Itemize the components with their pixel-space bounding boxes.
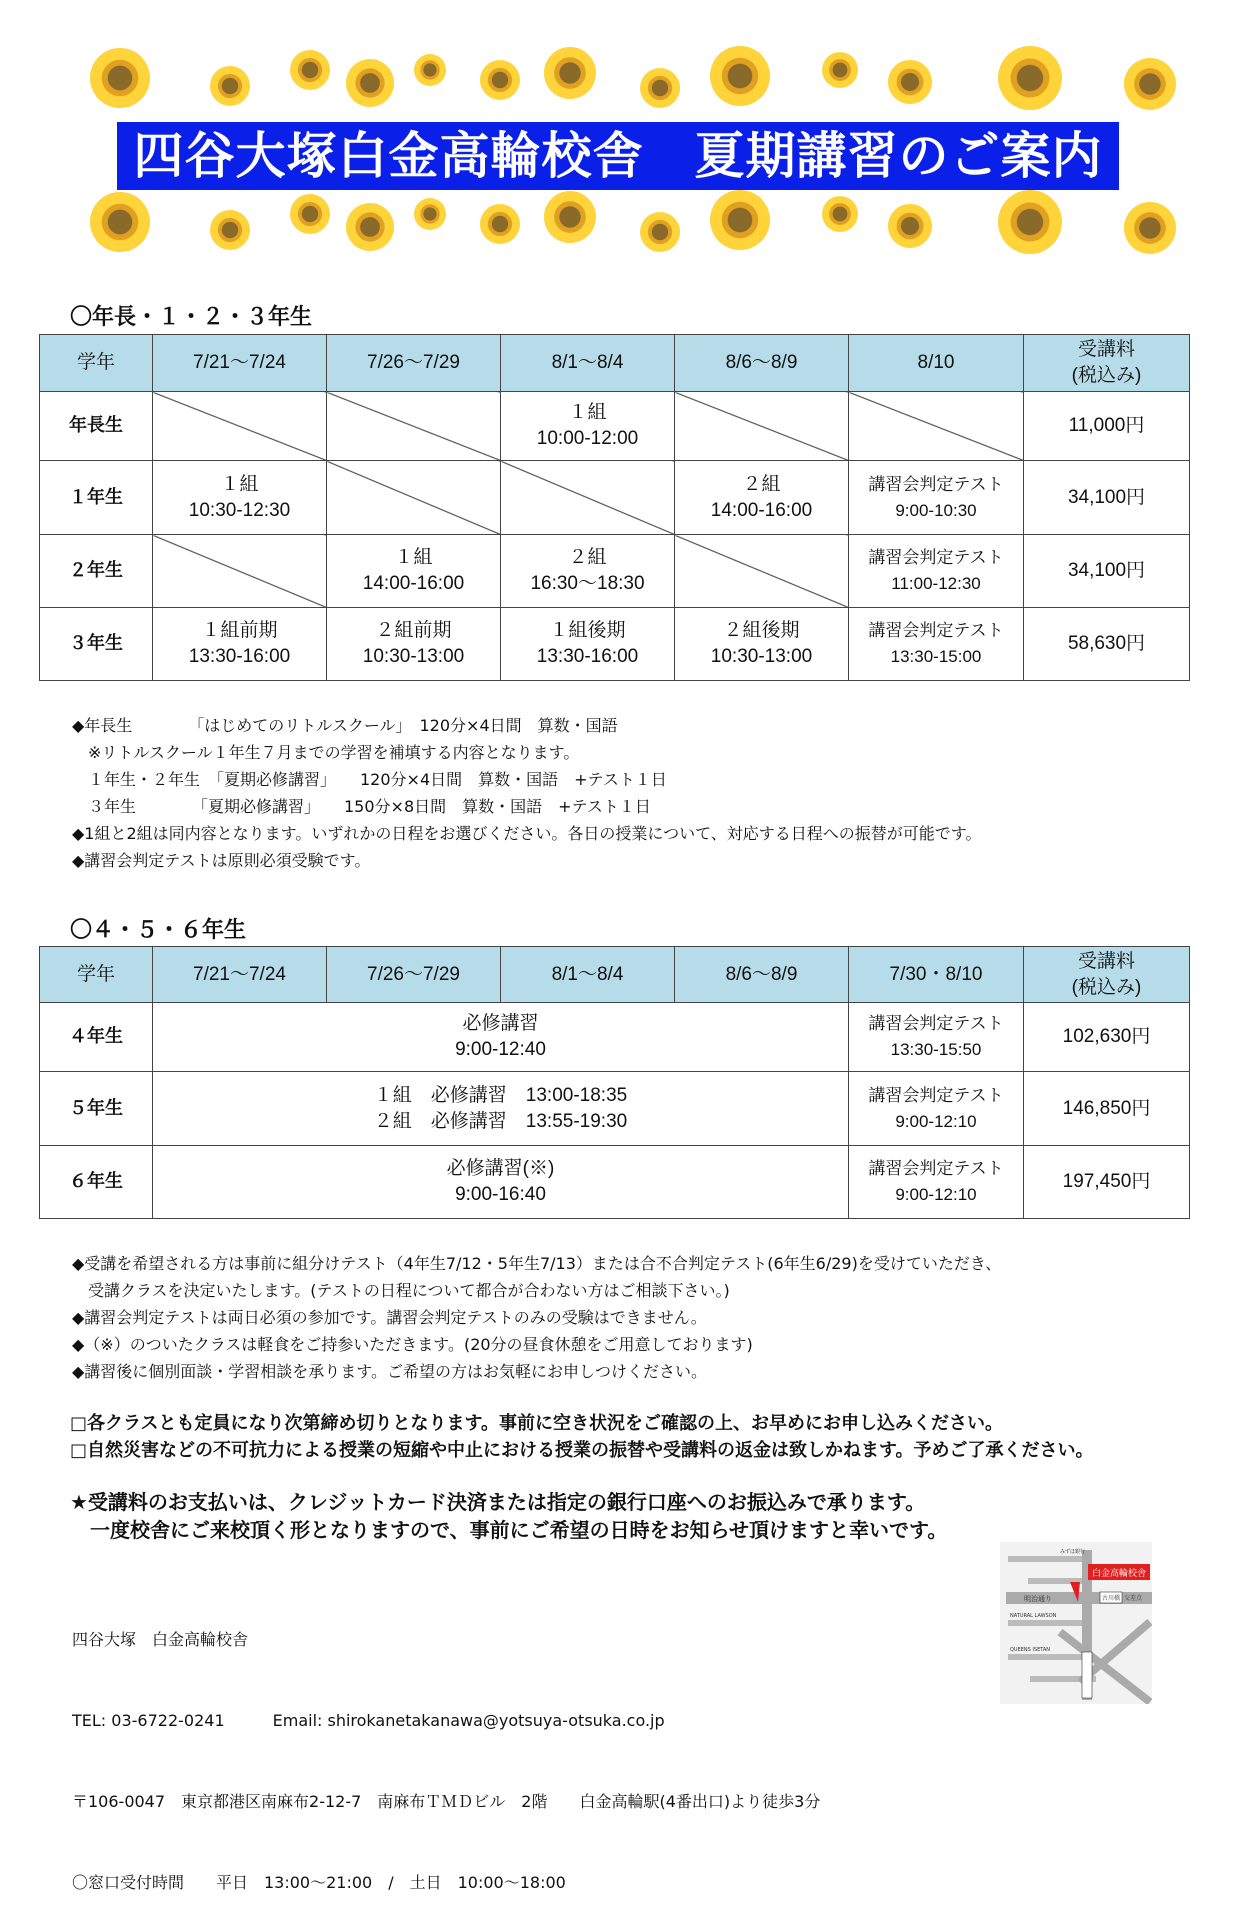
header-period: 8/6～8/9 bbox=[675, 335, 849, 392]
fee-cell: 146,850円 bbox=[1024, 1072, 1190, 1146]
important-notes bbox=[70, 1410, 1094, 1464]
sunflower-icon bbox=[346, 59, 394, 107]
course-cell bbox=[153, 1146, 849, 1219]
grade-cell: 年長生 bbox=[40, 392, 153, 461]
important-line: □自然災害などの不可抗力による授業の短縮や中止における授業の振替や受講料の返金は致しかねます。予めご了承ください。 bbox=[70, 1440, 1094, 1461]
sunflower-border-top bbox=[80, 48, 1170, 128]
fee-cell: 197,450円 bbox=[1024, 1146, 1190, 1219]
test-text: 9:00-12:10 bbox=[895, 1111, 977, 1131]
header-period: 7/21～7/24 bbox=[153, 335, 327, 392]
header-period: 8/1～8/4 bbox=[501, 947, 675, 1003]
session-text: ２組前期 bbox=[375, 620, 452, 641]
fee-cell: 102,630円 bbox=[1024, 1003, 1190, 1072]
sunflower-icon bbox=[414, 54, 446, 86]
sunflower-icon bbox=[1124, 202, 1176, 254]
session-text: 講習会判定テスト bbox=[868, 621, 1004, 640]
session-text: ２組後期 bbox=[723, 620, 800, 641]
note-line: ◆講習会判定テストは原則必須受験です。 bbox=[72, 851, 371, 870]
map-mizuho: みずほ銀行 bbox=[1060, 1549, 1086, 1555]
session-text: １組 bbox=[220, 473, 259, 495]
map-lawson: NATURAL LAWSON bbox=[1010, 1613, 1057, 1619]
session-cell bbox=[675, 608, 849, 681]
table-row bbox=[40, 461, 1190, 535]
grade-cell: ４年生 bbox=[40, 1003, 153, 1072]
sunflower-icon bbox=[90, 48, 150, 108]
session-text: 16:30～18:30 bbox=[530, 573, 645, 594]
sunflower-icon bbox=[822, 52, 858, 88]
map-meiji-dori: 明治通り bbox=[1024, 1595, 1052, 1603]
section1-notes bbox=[72, 712, 981, 874]
session-text: 10:00-12:00 bbox=[536, 428, 639, 449]
header-period: 7/26～7/29 bbox=[327, 947, 501, 1003]
table-row bbox=[40, 1146, 1190, 1219]
important-line: □各クラスとも定員になり次第締め切りとなります。事前に空き状況をご確認の上、お早めにお申し込みください。 bbox=[70, 1413, 1004, 1434]
test-text: 9:00-12:10 bbox=[895, 1185, 977, 1204]
empty-cell bbox=[327, 392, 501, 461]
header-period: 8/1～8/4 bbox=[501, 335, 675, 392]
course-text: 必修講習 bbox=[462, 1013, 539, 1034]
session-cell bbox=[153, 608, 327, 681]
sunflower-icon bbox=[888, 204, 932, 248]
contact-line: TEL: 03-6722-0241 Email: shirokanetakanawa@yotsuya-otsuka.co.jp bbox=[72, 1711, 665, 1730]
address-line: 〒106-0047 東京都港区南麻布2-12-7 南麻布ＴＭＤビル 2階 白金高輪駅(4番出口)より徒歩3分 bbox=[72, 1792, 821, 1811]
session-cell bbox=[675, 461, 849, 535]
sunflower-icon bbox=[710, 46, 770, 106]
session-text: 10:30-13:00 bbox=[710, 646, 813, 667]
course-text: 9:00-12:40 bbox=[455, 1039, 546, 1060]
table-header-row bbox=[40, 335, 1190, 392]
session-cell bbox=[501, 608, 675, 681]
session-cell bbox=[501, 392, 675, 461]
session-text: 13:30-16:00 bbox=[188, 646, 291, 667]
sunflower-icon bbox=[414, 198, 446, 230]
payment-line: ★受講料のお支払いは、クレジットカード決済または指定の銀行口座へのお振込みで承ります。 bbox=[70, 1490, 926, 1514]
section1-title: 〇年長・１・２・３年生 bbox=[70, 305, 313, 330]
map-isetan: QUEENS ISETAN bbox=[1010, 1647, 1051, 1653]
empty-cell bbox=[153, 392, 327, 461]
empty-cell bbox=[675, 392, 849, 461]
session-text: ２組 bbox=[742, 473, 781, 495]
sunflower-icon bbox=[210, 66, 250, 106]
note-line: ◆年長生 「はじめてのリトルスクール」 120分×4日間 算数・国語 bbox=[72, 716, 618, 735]
session-cell bbox=[849, 535, 1024, 608]
session-text: １組後期 bbox=[549, 620, 626, 641]
session-cell bbox=[849, 608, 1024, 681]
course-text: 9:00-16:40 bbox=[455, 1184, 546, 1205]
course-text: １組 必修講習 13:00-18:35 bbox=[373, 1084, 628, 1106]
course-cell bbox=[153, 1072, 849, 1146]
course-text: ２組 必修講習 13:55-19:30 bbox=[373, 1110, 628, 1132]
grade-cell: ２年生 bbox=[40, 535, 153, 608]
session-text: 講習会判定テスト bbox=[868, 548, 1004, 567]
payment-line: 一度校舎にご来校頂く形となりますので、事前にご希望の日時をお知らせ頂けますと幸いです。 bbox=[70, 1518, 948, 1542]
empty-cell bbox=[327, 461, 501, 535]
sunflower-icon bbox=[544, 47, 596, 99]
map-graphic bbox=[1000, 1542, 1152, 1704]
map-school-label: 白金高輪校舎 bbox=[1091, 1569, 1147, 1579]
test-text: 13:30-15:50 bbox=[890, 1040, 982, 1059]
header-period: 8/10 bbox=[849, 335, 1024, 392]
grade-cell: ５年生 bbox=[40, 1072, 153, 1146]
note-line: ◆1組と2組は同内容となります。いずれかの日程をお選びください。各日の授業について、対応する日程への振替が可能です。 bbox=[72, 824, 982, 843]
session-text: 9:00-10:30 bbox=[895, 500, 977, 520]
empty-cell bbox=[675, 535, 849, 608]
session-text: ２組 bbox=[568, 547, 607, 568]
test-cell bbox=[849, 1146, 1024, 1219]
session-text: 14:00-16:00 bbox=[362, 573, 465, 594]
header-grade: 学年 bbox=[40, 335, 153, 392]
header-fee: 受講料 (税込み) bbox=[1024, 947, 1190, 1003]
empty-cell bbox=[153, 535, 327, 608]
sunflower-icon bbox=[290, 50, 330, 90]
sunflower-icon bbox=[998, 190, 1062, 254]
session-text: 10:30-13:00 bbox=[362, 646, 465, 667]
fee-cell: 34,100円 bbox=[1024, 461, 1190, 535]
session-cell bbox=[849, 461, 1024, 535]
note-line: ３年生 「夏期必修講習」 150分×8日間 算数・国語 +テスト１日 bbox=[72, 797, 651, 816]
sunflower-border-bottom bbox=[80, 192, 1170, 272]
session-text: １組 bbox=[568, 402, 607, 423]
empty-cell bbox=[849, 392, 1024, 461]
sunflower-icon bbox=[290, 194, 330, 234]
sunflower-icon bbox=[822, 196, 858, 232]
table-row bbox=[40, 1072, 1190, 1146]
map-intersection: 交差点 bbox=[1124, 1595, 1143, 1602]
table-row bbox=[40, 608, 1190, 681]
table-header-row bbox=[40, 947, 1190, 1003]
session-cell bbox=[501, 535, 675, 608]
note-line: ◆受講を希望される方は事前に組分けテスト（4年生7/12・5年生7/13）または合不合判定テスト(6年生6/29)を受けていただき、 bbox=[72, 1254, 1002, 1273]
fee-cell: 34,100円 bbox=[1024, 535, 1190, 608]
session-text: 14:00-16:00 bbox=[710, 499, 813, 521]
session-text: １組 bbox=[394, 547, 433, 568]
school-name: 四谷大塚 白金高輪校舎 bbox=[72, 1630, 249, 1649]
page-title: 四谷大塚白金高輪校舎 夏期講習のご案内 bbox=[117, 122, 1119, 190]
grade-cell: ３年生 bbox=[40, 608, 153, 681]
sunflower-icon bbox=[480, 60, 520, 100]
header-period: 7/30・8/10 bbox=[849, 947, 1024, 1003]
note-line: ※リトルスクール１年生７月までの学習を補填する内容となります。 bbox=[72, 743, 580, 762]
note-line: ◆（※）のついたクラスは軽食をご持参いただきます。(20分の昼食休憩をご用意しております) bbox=[72, 1335, 753, 1354]
empty-cell bbox=[501, 461, 675, 535]
grade-cell: １年生 bbox=[40, 461, 153, 535]
note-line: 受講クラスを決定いたします。(テストの日程について都合が合わない方はご相談下さい。) bbox=[72, 1281, 730, 1300]
sunflower-icon bbox=[640, 212, 680, 252]
fee-cell: 11,000円 bbox=[1024, 392, 1190, 461]
sunflower-icon bbox=[710, 190, 770, 250]
header-period: 7/21～7/24 bbox=[153, 947, 327, 1003]
sunflower-icon bbox=[544, 191, 596, 243]
sunflower-icon bbox=[90, 192, 150, 252]
footer-contact bbox=[72, 1572, 820, 1923]
test-cell bbox=[849, 1003, 1024, 1072]
section2-notes bbox=[72, 1250, 1001, 1385]
note-line: ◆講習後に個別面談・学習相談を承ります。ご希望の方はお気軽にお申しつけください。 bbox=[72, 1362, 708, 1381]
schedule-table-lower-grades bbox=[39, 334, 1190, 681]
payment-info bbox=[70, 1488, 947, 1544]
access-map bbox=[1000, 1542, 1152, 1704]
sunflower-icon bbox=[210, 210, 250, 250]
test-text: 講習会判定テスト bbox=[868, 1014, 1004, 1033]
table-row bbox=[40, 392, 1190, 461]
session-text: １組前期 bbox=[201, 620, 278, 641]
session-text: 13:30-15:00 bbox=[890, 647, 982, 666]
session-text: 講習会判定テスト bbox=[868, 474, 1004, 494]
table-row bbox=[40, 535, 1190, 608]
table-row bbox=[40, 1003, 1190, 1072]
sunflower-icon bbox=[998, 46, 1062, 110]
test-text: 講習会判定テスト bbox=[868, 1159, 1004, 1178]
course-text: 必修講習(※) bbox=[446, 1158, 555, 1179]
header-period: 8/6～8/9 bbox=[675, 947, 849, 1003]
fee-cell: 58,630円 bbox=[1024, 608, 1190, 681]
course-cell bbox=[153, 1003, 849, 1072]
sunflower-icon bbox=[480, 204, 520, 244]
header-grade: 学年 bbox=[40, 947, 153, 1003]
grade-cell: ６年生 bbox=[40, 1146, 153, 1219]
schedule-table-upper-grades bbox=[39, 946, 1190, 1219]
test-text: 講習会判定テスト bbox=[868, 1085, 1004, 1105]
header-fee: 受講料 (税込み) bbox=[1024, 335, 1190, 392]
note-line: ◆講習会判定テストは両日必須の参加です。講習会判定テストのみの受験はできません。 bbox=[72, 1308, 707, 1327]
note-line: １年生・２年生 「夏期必修講習」 120分×4日間 算数・国語 +テスト１日 bbox=[72, 770, 667, 789]
session-text: 13:30-16:00 bbox=[536, 646, 639, 667]
section2-title: 〇４・５・６年生 bbox=[70, 918, 247, 943]
sunflower-icon bbox=[640, 68, 680, 108]
office-hours: 〇窓口受付時間 平日 13:00～21:00 / 土日 10:00～18:00 bbox=[72, 1873, 566, 1892]
session-cell bbox=[327, 535, 501, 608]
header-period: 7/26～7/29 bbox=[327, 335, 501, 392]
map-furukawabashi: 古川橋 bbox=[1101, 1595, 1121, 1602]
session-text: 10:30-12:30 bbox=[188, 499, 291, 521]
test-cell bbox=[849, 1072, 1024, 1146]
sunflower-icon bbox=[1124, 58, 1176, 110]
sunflower-icon bbox=[888, 60, 932, 104]
session-cell bbox=[327, 608, 501, 681]
session-text: 11:00-12:30 bbox=[891, 574, 981, 593]
sunflower-icon bbox=[346, 203, 394, 251]
session-cell bbox=[153, 461, 327, 535]
